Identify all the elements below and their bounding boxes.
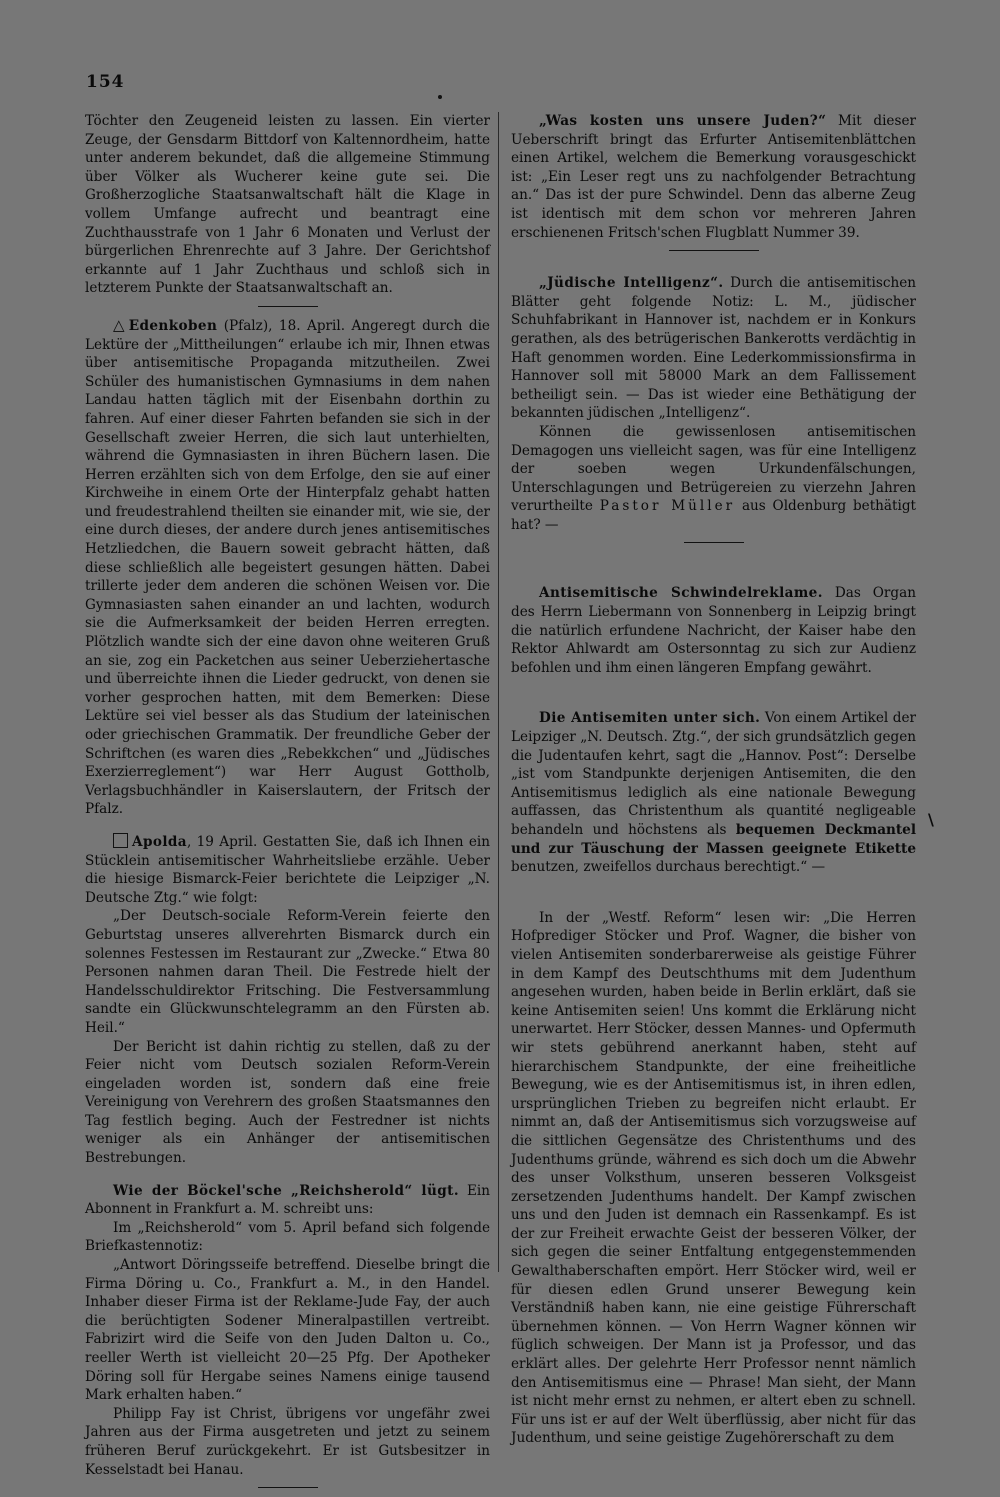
article-apolda <box>85 833 490 907</box>
article-body: , 19 April. Gestatten Sie, daß ich Ihnen ein Stücklein antisemitischer Wahrheitsliebe erzähle. Ueber die hiesige Bismarck-Feier berichtete die Leipziger „N. Deutsche Ztg.“ wie folgt: <box>85 833 490 906</box>
article-reklame <box>511 584 916 677</box>
article-body: Das Organ des Herrn Liebermann von Sonnenberg in Leipzig bringt die natürlich erfundene Nachricht, der Kaiser habe den Rektor Ahlwardt am Ostersonntag zu sich zur Audienz befohlen und ihm einen längeren Empfang gewährt. <box>511 585 916 676</box>
dateline-place: Apolda <box>132 833 187 850</box>
spacer <box>511 677 916 709</box>
article-headline: „Jüdische Intelligenz“. <box>539 275 724 292</box>
right-column <box>511 112 916 1448</box>
column-rule <box>498 112 499 1272</box>
article-headline: Antisemitische Schwindelreklame. <box>539 585 823 602</box>
article-paragraph: Der Bericht ist dahin richtig zu stellen, daß zu der Feier nicht vom Deutsch sozialen Reform-Verein eingeladen worden ist, sondern daß eine freie Vereinigung von Verehrern des großen Staatsmannes den Tag festlich beging. Auch der Festredner ist nichts weniger als ein Anhänger der antisemitischen Bestrebungen. <box>85 1038 490 1167</box>
square-icon <box>113 833 128 848</box>
spaced-name: Pastor Müller <box>599 498 736 515</box>
article-body: Mit dieser Ueberschrift bringt das Erfurter Antisemitenblättchen einen Artikel, welchem die Bemerkung vorausgeschickt ist: „Ein Leser regt uns zu nachfolgender Betrachtung an.“ Das ist der pure Schwindel. Denn das alberne Zeug ist identisch mit dem schon vor mehreren Jahren erschienenen Fritsch'schen Flugblatt Nummer 39. <box>511 113 916 241</box>
left-column <box>85 112 490 1497</box>
spacer <box>511 260 916 274</box>
article-edenkoben <box>85 316 490 819</box>
article-paragraph: Philipp Fay ist Christ, übrigens vor ungefähr zwei Jahren aus der Firma ausgetreten und jetzt zu seinem früheren Beruf zurückgekehrt. Er ist Gutsbesitzer in Kesselstadt bei Hanau. <box>85 1405 490 1478</box>
article-intelligenz <box>511 274 916 423</box>
page-number: 154 <box>86 72 125 92</box>
ink-speck <box>438 95 442 99</box>
article-headline: Die Antisemiten unter sich. <box>539 710 761 727</box>
separator-rule <box>669 250 759 251</box>
spacer <box>511 877 916 909</box>
article-quote: „Der Deutsch-sociale Reform-Verein feierte den Geburtstag unseres allverehrten Bismarck durch ein solennes Festessen im Restaurant zur „Zwecke.“ Etwa 80 Personen nahmen daran Theil. Die Festrede hielt der Handelsschuldirektor Fritsching. Die Festversammlung sandte ein Glückwunschtelegramm an den Fürsten ab. Heil.“ <box>85 908 490 1036</box>
article-quote: „Antwort Döringsseife betreffend. Dieselbe bringt die Firma Döring u. Co., Frankfurt a. M., in den Handel. Inhaber dieser Firma ist der Reklame-Jude Fay, der auch die berüchtigten Sodener Mineralpastillen vertreibt. Fabrizirt wird die Seife von den Juden Dalton u. Co., reeller Werth ist vielleicht 20—25 Pfg. Der Apotheker Döring soll für Hergabe seines Namens einige tausend Mark erhalten haben.“ <box>85 1257 490 1404</box>
article-body: Ein Abonnent in Frankfurt a. M. schreibt uns: <box>85 1182 490 1218</box>
emphasis-text: bequemen Deckmantel und zur Täuschung der Massen geeignete Etikette <box>511 822 916 857</box>
article-body: benutzen, zweifellos durchaus berechtigt.“ — <box>511 859 826 876</box>
article-headline: Wie der Böckel'sche „Reichsherold“ lügt. <box>113 1182 459 1199</box>
article-westf-reform: In der „Westf. Reform“ lesen wir: „Die Herren Hofprediger Stöcker und Prof. Wagner, die bisher von vielen Antisemiten sonderbarerweise als geistige Führer in dem Kampf des Deutschthums mit dem Judenthum angesehen wurden, haben beide in Berlin erklärt, daß sie keine Antisemiten seien! Uns kommt die Erklärung nicht unerwartet. Herr Stöcker, dessen Mannes- und Opfermuth wir stets gebührend anerkannt haben, steht auf hierarchischem Standpunkte, der eine freiheitliche Bewegung, wie es der Antisemitismus ist, in ihren edlen, ursprünglichen Trieben zu begreifen nicht erlaubt. Er nimmt an, daß der Antisemitismus sich vorzugsweise auf die sittlichen Gegensätze des Christenthums und des Judenthums gründe, während es sich doch um die Abwehr des unser Volksthum, unseren besseren Volksgeist zersetzenden Judenthums handelt. Der Kampf zwischen uns und den Juden ist demnach ein Rassenkampf. Es ist der zur Freiheit erwachte Geist der besseren Völker, der sich gegen die seiner Entfaltung entgegenstemmenden Gewalthaberschaften empört. Herr Stöcker wird, weil er für diesen edlen Grund unserer Bewegung kein Verständniß haben kann, nie eine geistige Führerschaft übernehmen können. — Von Herrn Wagner können wir füglich schweigen. Der Mann ist ja Professor, und das erklärt alles. Der gelehrte Herr Professor nennt nämlich den Antisemitismus eine — Phrase! Man sieht, der Mann ist nicht mehr ernst zu nehmen, er altert eben zu schnell. Für uns ist er auf der Welt überflüssig, aber nicht für das Judenthum, und seine geistige Zugehörerschaft zu dem <box>511 909 916 1447</box>
article-paragraph <box>511 423 916 535</box>
separator-rule <box>684 542 744 543</box>
spacer <box>511 552 916 584</box>
dateline-place: Edenkoben <box>128 317 218 334</box>
margin-mark: \ <box>928 810 934 829</box>
article-continuation: Töchter den Zeugeneid leisten zu lassen. Ein vierter Zeuge, der Gensdarm Bittdorf von Kaltennordheim, hatte unter anderem bekundet, daß die allgemeine Stimmung über Völker als Wucherer keine gute sei. Die Großherzogliche Staatsanwaltschaft hält die Klage in vollem Umfange aufrecht und beantragt eine Zuchthausstrafe von 1 Jahr 6 Monaten und Verlust der bürgerlichen Ehrenrechte auf 3 Jahre. Der Gerichtshof erkannte auf 1 Jahr Zuchthaus und schloß sich in letzterem Punkte der Staatsanwaltschaft an. <box>85 113 490 297</box>
article-juden <box>511 112 916 242</box>
spacer <box>85 819 490 833</box>
article-paragraph: Im „Reichsherold“ vom 5. April befand sich folgende Briefkastennotiz: <box>85 1219 490 1255</box>
paragraph-text: aus Oldenburg bethätigt hat? — <box>511 498 917 533</box>
article-reichsherold <box>85 1182 490 1219</box>
article-unter-sich <box>511 709 916 876</box>
separator-rule <box>258 1487 318 1488</box>
article-headline: „Was kosten uns unsere Juden?“ <box>539 113 827 129</box>
article-body: (Pfalz), 18. April. Angeregt durch die Lektüre der „Mittheilungen“ erlaube ich mir, Ihnen etwas über antisemitische Propaganda mitzutheilen. Zwei Schüler des humanistischen Gymnasiums in dem nahen Landau hatten täglich mit der Eisenbahn dorthin zu fahren. Auf einer dieser Fahrten befanden sie sich in der Gesellschaft zweier Herren, die sich laut unterhielten, während die Gymnasiasten in ihren Büchern lasen. Die Herren erzählten sich von dem Erfolge, den sie auf einer Kirchweihe in einem Orte der Hinterpfalz gehabt hatten und freudestrahlend theilten sie einander mit, wie sie, der eine durch dieses, der andere durch jenes antisemitisches Hetzliedchen, die Bauern soweit gebracht hätten, daß diese schließlich alle begeistert gesungen hätten. Dabei trillerte jeder dem anderen die schönen Weisen vor. Die Gymnasiasten sahen einander an und lachten, wodurch sie die Aufmerksamkeit der beiden Herren erregten. Plötzlich wandte sich der eine davon ohne weiteren Gruß an sie, zog ein Packetchen aus seiner Ueberziehertasche und überreichte ihnen die Lieder gedruckt, von denen sie vorher gesprochen hatten, mit dem Bemerken: Diese Lektüre sei viel besser als das Studium der lateinischen oder griechischen Grammatik. Der freundliche Geber der Schriftchen (es waren dies „Rebekkchen“ und „Jüdisches Exerzierreglement“) war Herr August Gottholb, Verlagsbuchhändler in Kaiserslautern, der Fritsch der Pfalz. <box>85 317 490 818</box>
separator-rule <box>258 306 318 307</box>
article-body: Von einem Artikel der Leipziger „N. Deutsch. Ztg.“, der sich grundsätzlich gegen die Judentaufen kehrt, sagt die „Hannov. Post“: Derselbe „ist vom Standpunkte derjenigen Antisemiten, die den Antisemitismus lediglich als eine nationale Bewegung auffassen, das Christenthum als quantité negligeable behandeln und höchstens als <box>511 710 916 838</box>
triangle-icon: △ <box>113 315 127 334</box>
paragraph-text: Können die gewissenlosen antisemitischen Demagogen uns vielleicht sagen, was für eine Intelligenz der soeben wegen Urkundenfälschungen, Unterschlagungen und Betrügereien zu vierzehn Jahren verurtheilte <box>511 423 916 515</box>
spacer <box>85 1168 490 1182</box>
article-body: Durch die antisemitischen Blätter geht folgende Notiz: L. M., jüdischer Schuhfabrikant in Hannover ist, nachdem er in Konkurs gerathen, als des betrügerischen Bankerotts verdächtig in Haft genommen worden. Eine Lederkommissionsfirma in Hannover soll mit 58000 Mark an dem Fallissement betheiligt sein. — Das ist wieder eine Bethätigung der bekannten jüdischen „Intelligenz“. <box>511 275 916 422</box>
